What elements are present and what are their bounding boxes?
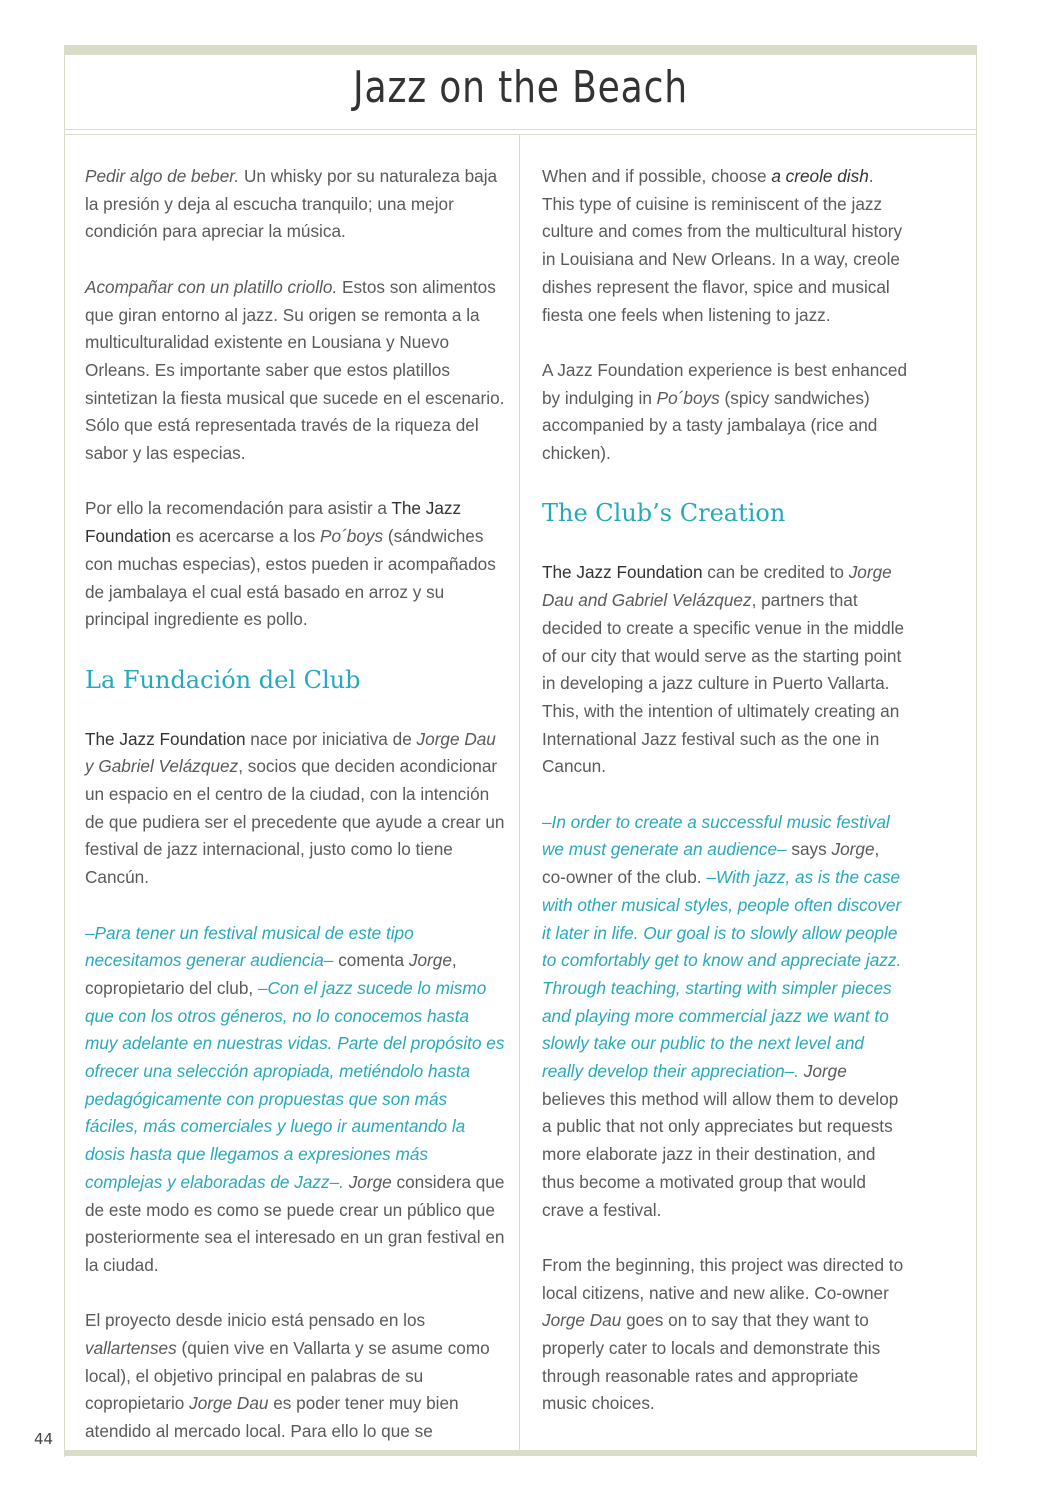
- paragraph-creole: Acompañar con un platillo criollo. Estos son alimentos que giran entorno al jazz. Su origen se remonta a la multiculturalidad existente en Lousiana y Nuevo Orleans. Es importante saber que estos platillos sintetizan la fiesta musical que sucede en el escenario. Sólo que está representada través de la riqueza del sabor y las especias.: [85, 276, 505, 464]
- paragraph-drink: Pedir algo de beber. Un whisky por su naturaleza baja la presión y deja al escucha tranquilo; una mejor condición para apreciar la música.: [85, 166, 498, 242]
- brand-name: The Jazz Foundation: [85, 498, 462, 547]
- section-heading: The Club’s Creation: [542, 499, 786, 528]
- page-title: Jazz on the Beach: [353, 62, 688, 113]
- paragraph-poboys: A Jazz Foundation experience is best enhanced by indulging in Po´boys (spicy sandwiches) accompanied by a tasty jambalaya (rice and chicken).: [542, 359, 907, 464]
- lead-phrase: Pedir algo de beber.: [85, 166, 240, 186]
- quote: –Con el jazz sucede lo mismo que con los otros géneros, no lo conocemos hasta muy adelante en nuestras vidas. Parte del propósito es ofrecer una selección apropiada, metiéndolo hasta pedagógicamente con propuestas que son más fáciles, más comerciales y luego ir aumentando la dosis hasta que llegamos a expresiones más complejas y elaboradas de Jazz–.: [85, 977, 505, 1192]
- paragraph-quote: –Para tener un festival musical de este tipo necesitamos generar audiencia– comenta Jorge, copropietario del club, –Con el jazz sucede lo mismo que con los otros géneros, no lo conocemos hasta muy adelante en nuestras vidas. Parte del propósito es ofrecer una selección apropiada, metiéndolo hasta pedagógicamente con propuestas que son más fáciles, más comerciales y luego ir aumentando la dosis hasta que llegamos a expresiones más complejas y elaboradas de Jazz–. Jorge considera que de este modo es como se puede crear un público que posteriormente sea el interesado en un gran festival en la ciudad.: [85, 922, 505, 1275]
- title-rule: [64, 129, 977, 130]
- section-heading: La Fundación del Club: [85, 665, 361, 694]
- top-rule: [64, 45, 977, 55]
- quote: –With jazz, as is the case with other musical styles, people often discover it later in life. Our goal is to slowly allow people to comfortably get to know and appreciate jazz. Through teaching, starting with simpler pieces and playing more commercial jazz we want to slowly take our public to the next level and really develop their appreciation–.: [542, 867, 902, 1082]
- paragraph-locals: El proyecto desde inicio está pensado en los vallartenses (quien vive en Vallarta y se asume como local), el objetivo principal en palabras de su copropietario Jorge Dau es poder tener muy bien atendido al mercado local. Para ello lo que se: [85, 1310, 490, 1442]
- lead-phrase: Acompañar con un platillo criollo.: [85, 276, 338, 297]
- brand-name: The Jazz Foundation: [542, 562, 703, 583]
- paragraph-creole: When and if possible, choose a creole dish. This type of cuisine is reminiscent of the jazz culture and comes from the multicultural history in Louisiana and New Orleans. In a way, creole dishes represent the flavor, spice and musical fiesta one feels when listening to jazz.: [542, 166, 903, 325]
- title-rule-secondary: [64, 134, 977, 135]
- brand-name: The Jazz Foundation: [85, 728, 246, 749]
- spanish-column: [85, 163, 505, 1474]
- paragraph-founders: The Jazz Foundation nace por iniciativa de Jorge Dau y Gabriel Velázquez, socios que deciden acondicionar un espacio en el centro de la ciudad, con la intención de que pudiera ser el precedente que ayude a crear un festival de jazz internacional, justo como lo tiene Cancún.: [85, 728, 505, 888]
- paragraph-locals: From the beginning, this project was directed to local citizens, native and new alike. Co-owner Jorge Dau goes on to say that they want to properly cater to locals and demonstrate this through reasonable rates and appropriate music choices.: [542, 1254, 904, 1414]
- paragraph-founders: The Jazz Foundation can be credited to Jorge Dau and Gabriel Velázquez, partners that decided to create a specific venue in the middle of our city that would serve as the starting point in developing a jazz culture in Puerto Vallarta. This, with the intention of ultimately creating an International Jazz festival such as the one in Cancun.: [542, 562, 905, 777]
- paragraph-poboys: Por ello la recomendación para asistir a The Jazz Foundation es acercarse a los Po´boys (sándwiches con muchas especias), estos pueden ir acompañados de jambalaya el cual está basado en arroz y su principal ingrediente es pollo.: [85, 498, 496, 630]
- quote: –In order to create a successful music festival we must generate an audience–: [542, 811, 890, 860]
- paragraph-quote: –In order to create a successful music festival we must generate an audience– says Jorge, co-owner of the club. –With jazz, as is the case with other musical styles, people often discover it later in life. Our goal is to slowly allow people to comfortably get to know and appreciate jazz. Through teaching, starting with simpler pieces and playing more commercial jazz we want to slowly take our public to the next level and really develop their appreciation–. Jorge believes this method will allow them to develop a public that not only appreciates but requests more elaborate jazz in their destination, and thus become a motivated group that would crave a festival.: [542, 811, 902, 1220]
- column-divider: [519, 135, 520, 1450]
- quote: –Para tener un festival musical de este tipo necesitamos generar audiencia–: [85, 922, 414, 971]
- english-column: [542, 163, 907, 1446]
- page-number: 44: [34, 1430, 54, 1448]
